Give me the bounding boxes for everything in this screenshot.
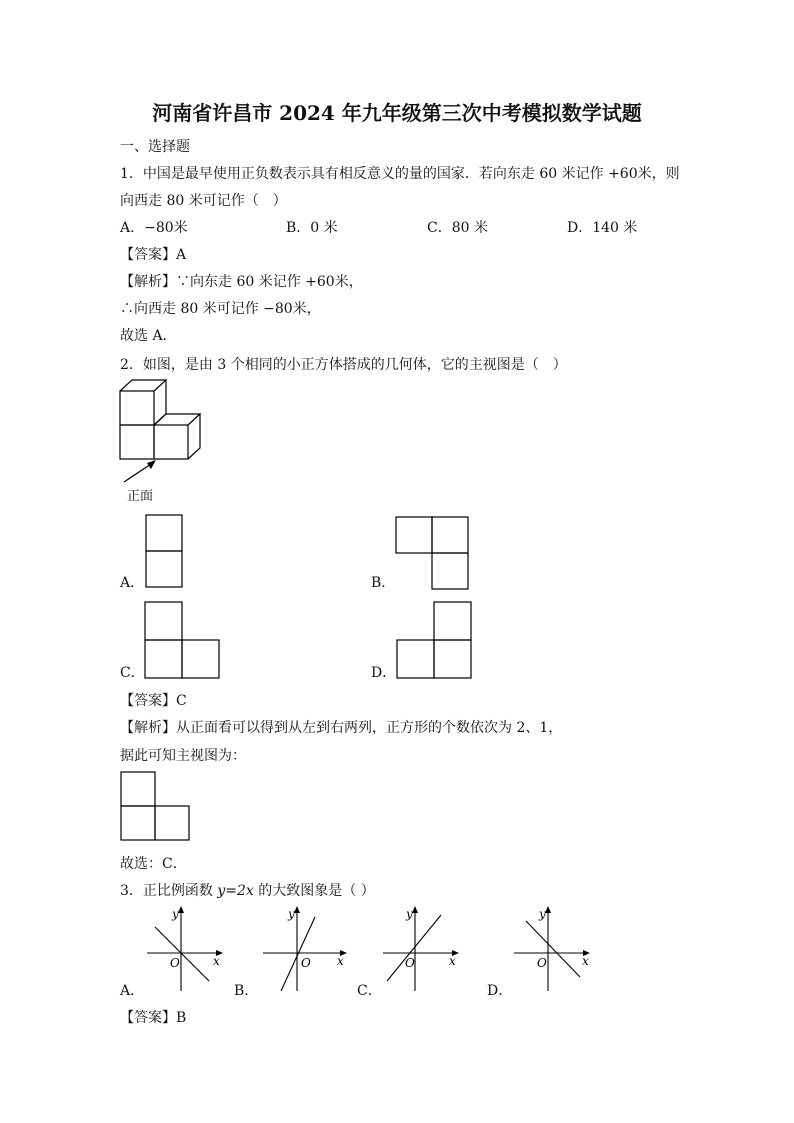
front-view-label: 正面 [127, 489, 154, 504]
q1-stem-line1: 1．中国是最早使用正负数表示具有相反意义的量的国家．若向东走 60 米记作 +60米，则 [120, 166, 680, 182]
q1-analysis-line2: ∴向西走 80 米可记作 −80米， [120, 301, 321, 317]
q1-option-c: C．80 米 [427, 220, 488, 236]
origin-label: O [537, 956, 547, 970]
q2-option-c: C． [120, 665, 145, 681]
q2-analysis-line1: 【解析】从正面看可以得到从左到右两列，正方形的个数依次为 2、1， [120, 720, 563, 736]
q2-conclusion: 故选：C． [120, 856, 187, 872]
axis-x-label: x [213, 954, 220, 968]
q2-stem: 2．如图，是由 3 个相同的小正方体搭成的几何体，它的主视图是（ ） [120, 357, 567, 373]
q2-option-d-figure [396, 601, 476, 681]
q3-function: y=2x [217, 883, 254, 899]
axis-y-label: y [172, 907, 179, 921]
q3-stem-prefix: 3．正比例函数 [120, 883, 218, 899]
q2-front-view-answer-figure [120, 771, 192, 843]
q1-analysis-line1: 【解析】∵向东走 60 米记作 +60米， [120, 274, 363, 290]
q2-option-c-figure [144, 601, 224, 681]
axis-y-label: y [539, 907, 546, 921]
q2-option-b: B． [371, 575, 396, 591]
origin-label: O [405, 956, 415, 970]
q3-answer: 【答案】B [120, 1010, 187, 1026]
axis-x-label: x [582, 954, 589, 968]
q3-stem-suffix: 的大致图象是（ ） [253, 883, 375, 899]
q1-conclusion: 故选 A． [120, 328, 177, 344]
q1-option-b: B．0 米 [286, 220, 338, 236]
section-heading: 一、选择题 [120, 139, 190, 155]
q3-option-b-graph [261, 905, 351, 995]
axis-y-label: y [288, 907, 295, 921]
origin-label: O [301, 956, 311, 970]
axis-x-label: x [449, 954, 456, 968]
q2-answer: 【答案】C [120, 693, 187, 709]
q1-stem-line2: 向西走 80 米可记作（ ） [120, 193, 287, 209]
q1-answer: 【答案】A [120, 247, 187, 263]
q3-option-d: D． [487, 983, 513, 999]
origin-label: O [170, 956, 180, 970]
axis-y-label: y [406, 907, 413, 921]
q2-option-d: D． [371, 665, 397, 681]
q3-option-a-graph [145, 905, 235, 995]
q1-option-a: A．−80米 [120, 220, 188, 236]
q3-option-b: B． [234, 983, 259, 999]
q3-option-d-graph [512, 905, 602, 995]
q3-stem [120, 882, 375, 900]
q1-option-d: D．140 米 [567, 220, 638, 236]
q3-option-c-graph [381, 905, 471, 995]
q2-option-a-figure [145, 514, 185, 590]
q2-option-b-figure [395, 516, 471, 592]
q2-option-a: A． [120, 575, 145, 591]
page-title: 河南省许昌市 2024 年九年级第三次中考模拟数学试题 [152, 101, 642, 125]
axis-x-label: x [337, 954, 344, 968]
q3-option-c: C． [357, 983, 382, 999]
q2-analysis-line2: 据此可知主视图为： [120, 748, 246, 764]
q2-cube-figure [118, 384, 208, 494]
q3-option-a: A． [120, 983, 145, 999]
